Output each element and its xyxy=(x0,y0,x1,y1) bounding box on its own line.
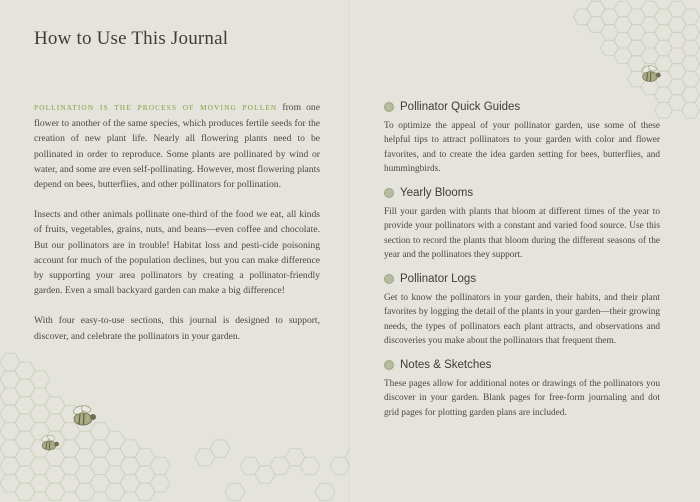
honeycomb-cell xyxy=(682,25,700,41)
section-pollinator-logs xyxy=(384,272,660,349)
section-yearly-blooms xyxy=(384,186,660,263)
honeycomb-cell xyxy=(682,9,700,25)
honeycomb-cell xyxy=(30,371,50,388)
section-body: Get to know the pollinators in your garden, their habits, and their plant favorites by logging the detail of the plants in your garden—their growing needs, the types of pollinators each plant attracts, and observations and discoveries you make about the pollinators that frequent them. xyxy=(384,292,661,347)
section-title: Notes & Sketches xyxy=(400,358,492,371)
bullet-icon xyxy=(384,188,394,198)
honeycomb-cell xyxy=(225,483,245,500)
section-body: These pages allow for additional notes or drawings of the pollinators you discover in your garden. Blank pages for free-form journaling and dot grid pages for plotting garden plans are included. xyxy=(384,378,660,418)
honeycomb-cell xyxy=(682,71,700,87)
intro-text xyxy=(34,100,320,359)
honeycomb-cell xyxy=(682,103,700,119)
page-title: How to Use This Journal xyxy=(34,28,229,49)
section-notes-sketches xyxy=(384,358,660,420)
honeycomb-cell xyxy=(315,483,335,500)
sections-list xyxy=(384,100,660,429)
bee-icon xyxy=(66,404,100,430)
section-title: Pollinator Logs xyxy=(400,272,477,285)
intro-paragraph xyxy=(34,100,320,192)
bee-icon xyxy=(36,434,62,454)
lead-in-text: POLLINATION IS THE PROCESS OF MOVING POLLEN xyxy=(34,104,278,112)
section-body: Fill your garden with plants that bloom at different times of the year to provide your pollinators with a constant and varied food source. Use this section to record the plants that bloom during the different seasons of the year and the pollinators they support. xyxy=(384,206,660,261)
section-body: To optimize the appeal of your pollinator garden, use some of these helpful tips to attract pollinators to your garden with color and flower favorites, and to create the idea garden setting for bees, butterflies, and hummingbirds. xyxy=(384,120,660,175)
honeycomb-left-decoration xyxy=(0,352,350,502)
honeycomb-cell xyxy=(150,475,170,492)
bullet-icon xyxy=(384,274,394,284)
honeycomb-cell xyxy=(682,56,700,72)
honeycomb-cell xyxy=(150,457,170,474)
bullet-icon xyxy=(384,360,394,370)
honeycomb-cell xyxy=(300,457,320,474)
honeycomb-cell xyxy=(210,440,230,457)
bullet-icon xyxy=(384,102,394,112)
honeycomb-cell xyxy=(345,449,350,466)
honeycomb-cell xyxy=(682,87,700,103)
sections-paragraph: With four easy-to-use sections, this journal is designed to support, discover, and celebrate the pollinators in your garden. xyxy=(34,315,320,342)
section-title: Pollinator Quick Guides xyxy=(400,101,521,113)
bee-icon xyxy=(636,64,664,86)
section-quick-guides xyxy=(384,100,660,177)
honeycomb-cell xyxy=(682,40,700,56)
section-title: Yearly Blooms xyxy=(400,186,474,199)
paragraph-text: from one flower to another of the same species, which produces fertile seeds for the creation of new plant life. Nearly all flowering plants need to be pollinated in order to reproduce. Some plants are pollinated by wind or water, and some are even self-pollinating. However, most flowering plants depend on bees, butterflies, and other pollinators for pollination. xyxy=(34,102,320,191)
food-paragraph: Insects and other animals pollinate one-third of the food we eat, all kinds of fruits, vegetables, grains, nuts, and beans—even coffee and chocolate. But our pollinators are in trouble! Habitat loss and pesti-cide poisoning account for much of the population declines, but you can make difference by supporting your area pollinators by creating a pollinator-friendly garden. Even a small backyard garden can make a big difference! xyxy=(34,209,320,297)
honeycomb-cell xyxy=(601,9,619,25)
